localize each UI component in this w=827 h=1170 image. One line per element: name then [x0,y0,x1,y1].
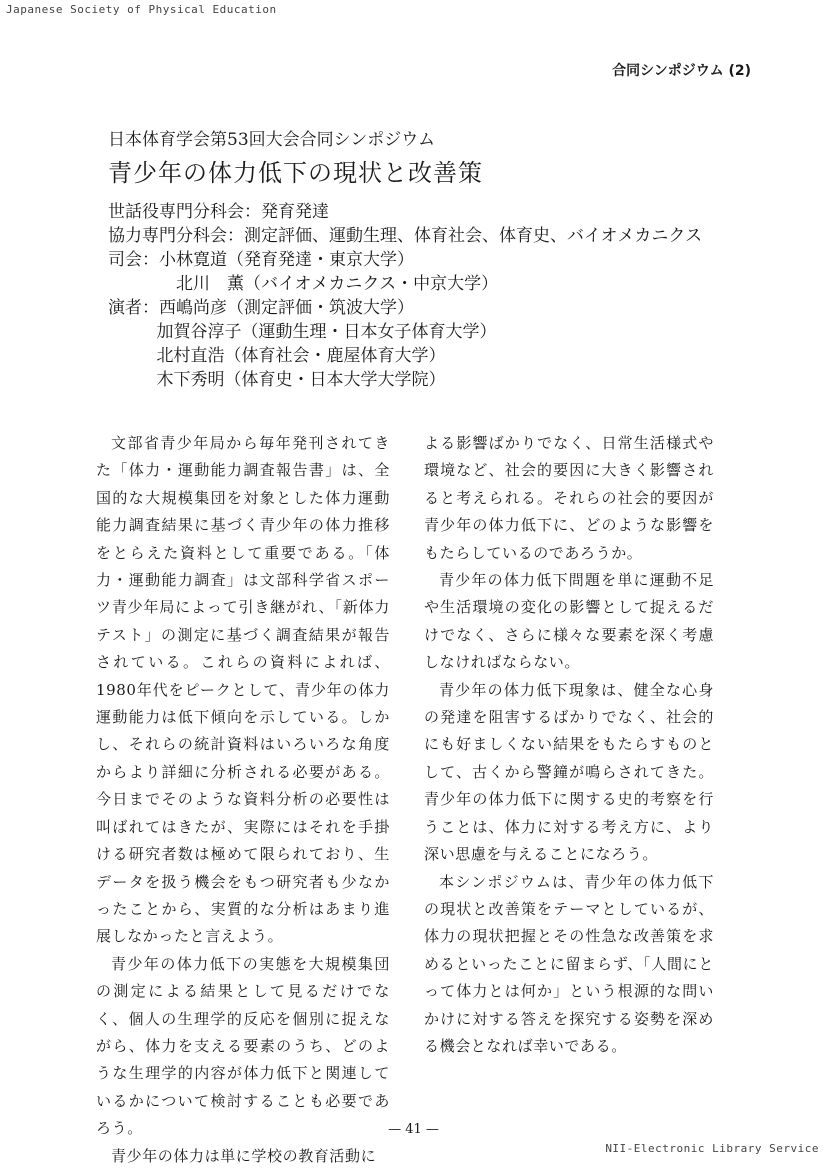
paragraph: 本シンポジウムは、青少年の体力低下の現状と改善策をテーマとしているが、体力の現状把握とその性急な改善策を求めるといったことに留まらず、「人間にとって体力とは何か」という根源的な問いかけに対する答えを探究する姿勢を深める機会となれば幸いである。 [424,872,714,1055]
page-title: 青少年の体力低下の現状と改善策 [108,159,483,187]
speakers-block [108,296,748,392]
paragraph: 青少年の体力は単に学校の教育活動に [111,1146,377,1165]
paragraph: よる影響ばかりでなく、日常生活様式や環境など、社会的要因に大きく影響されると考えられる。それらの社会的要因が青少年の体力低下に、どのような影響をもたらしているのであろうか。 [424,434,714,562]
speaker-name: 北村直浩（体育社会・鹿屋体育大学） [156,346,446,366]
symposium-subtitle: 日本体育学会第53回大会合同シンポジウム [108,130,436,150]
paragraph: 青少年の体力低下の実態を大規模集団の測定による結果として見るだけでなく、個人の生理学的反応を個別に捉えながら、体力を支える要素のうち、どのような生理学的内容が体力低下と関連しているかについて検討することも必要であろう。 [96,954,390,1138]
speakers-label: 演者： [108,298,159,318]
chairs-label: 司会： [108,250,159,270]
body-column-left [96,430,390,1170]
organizer-line: 世話役専門分科会：発育発達 [108,202,329,222]
running-head: 合同シンポジウム (2) [612,63,751,79]
watermark-bottom: NII-Electronic Library Service [605,1142,819,1155]
paragraph: 文部省青少年局から毎年発刊されてきた「体力・運動能力調査報告書」は、全国的な大規模集団を対象とした体力運動能力調査結果に基づく青少年の体力推移をとらえた資料として重要である。「体力・運動能力調査」は文部科学省スポーツ青少年局によって引き継がれ、「新体力テスト」の測定に基づく調査結果が報告されている。これらの資料によれば、1980年代をピークとして、青少年の体力運動能力は低下傾向を示している。しかし、それらの統計資料はいろいろな角度からより詳細に分析される必要がある。今日までそのような資料分析の必要性は叫ばれてはきたが、実際にはそれを手掛ける研究者数は極めて限られており、生データを扱う機会をもつ研究者も少なかったことから、実質的な分析はあまり進展しなかったと言えよう。 [96,434,390,946]
symposium-header [108,128,748,392]
chair-name: 小林寛道（発育発達・東京大学） [159,250,414,270]
speaker-name: 西嶋尚彦（測定評価・筑波大学） [159,298,414,318]
chairs-block [108,248,748,296]
body-column-right [424,430,714,1060]
chair-name: 北川 薫（バイオメカニクス・中京大学） [176,274,499,294]
speaker-name: 加賀谷淳子（運動生理・日本女子体育大学） [156,322,497,342]
page-number: — 41 — [388,1122,439,1137]
paragraph: 青少年の体力低下現象は、健全な心身の発達を阻害するばかりでなく、社会的にも好ましくない結果をもたらすものとして、古くから警鐘が鳴らされてきた。青少年の体力低下に関する史的考察を行うことは、体力に対する考え方に、より深い思慮を与えることになろう。 [424,680,714,864]
watermark-top: Japanese Society of Physical Education [6,3,277,16]
cooperators-line: 協力専門分科会：測定評価、運動生理、体育社会、体育史、バイオメカニクス [108,226,703,246]
speaker-name: 木下秀明（体育史・日本大学大学院） [156,370,446,390]
paragraph: 青少年の体力低下問題を単に運動不足や生活環境の変化の影響として捉えるだけでなく、さらに様々な要素を深く考慮しなければならない。 [424,571,714,672]
